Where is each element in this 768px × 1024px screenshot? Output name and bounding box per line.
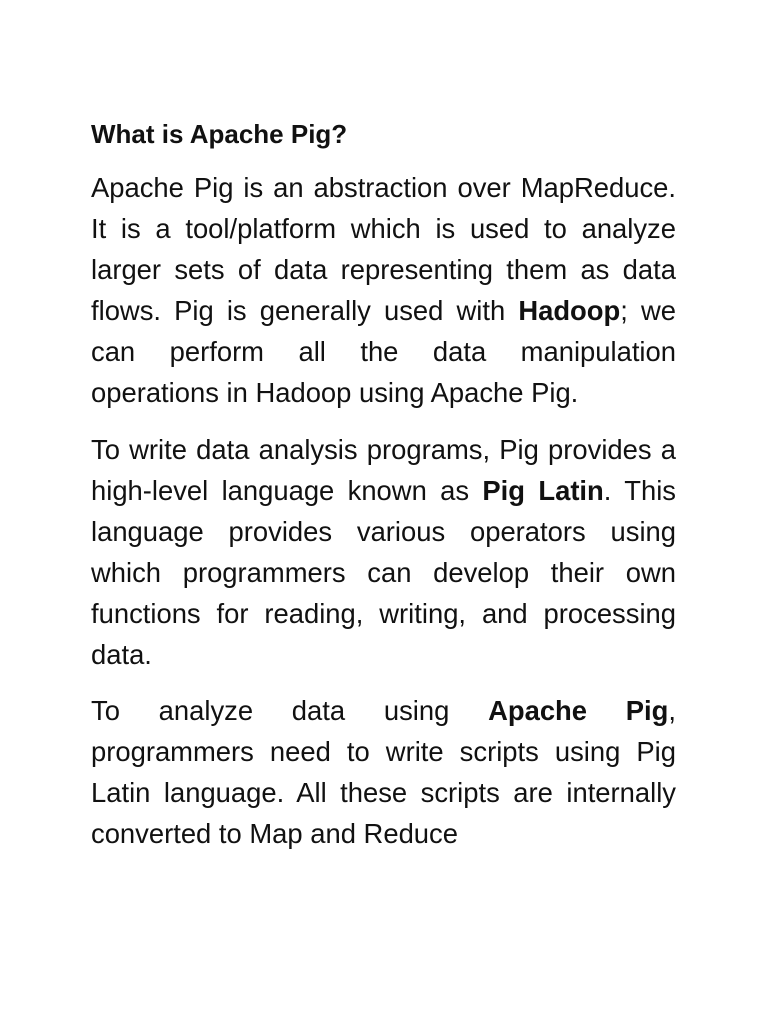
paragraph-3-bold-apache-pig: Apache Pig [488,695,669,727]
paragraph-1-bold-hadoop: Hadoop [518,295,621,327]
document-page [91,112,676,870]
paragraph-1 [91,167,676,414]
paragraph-3 [91,690,676,854]
paragraph-1-text-c: ; we can perform all the data manipulation operations in Hadoop using Apache Pig. [91,295,676,409]
paragraph-1-text-a: Apache Pig is an abstraction over MapReduce. It is a tool/platform which is used to analyze larger sets of data representing them as data flows. Pig is generally used with [91,172,676,327]
paragraph-3-text-c: , programmers need to write scripts using Pig Latin language. All these scripts are internally converted to Map and Reduce [91,695,676,850]
paragraph-2-text-c: . This language provides various operators using which programmers can develop their own functions for reading, writing, and processing data. [91,474,676,671]
paragraph-2-bold-pig-latin: Pig Latin [482,474,604,506]
paragraph-2 [91,429,676,676]
paragraph-2-text-a: To write data analysis programs, Pig provides a high-level language known as [91,433,676,506]
paragraph-3-text-a: To analyze data using [91,695,489,727]
section-heading: What is Apache Pig? [91,119,348,149]
